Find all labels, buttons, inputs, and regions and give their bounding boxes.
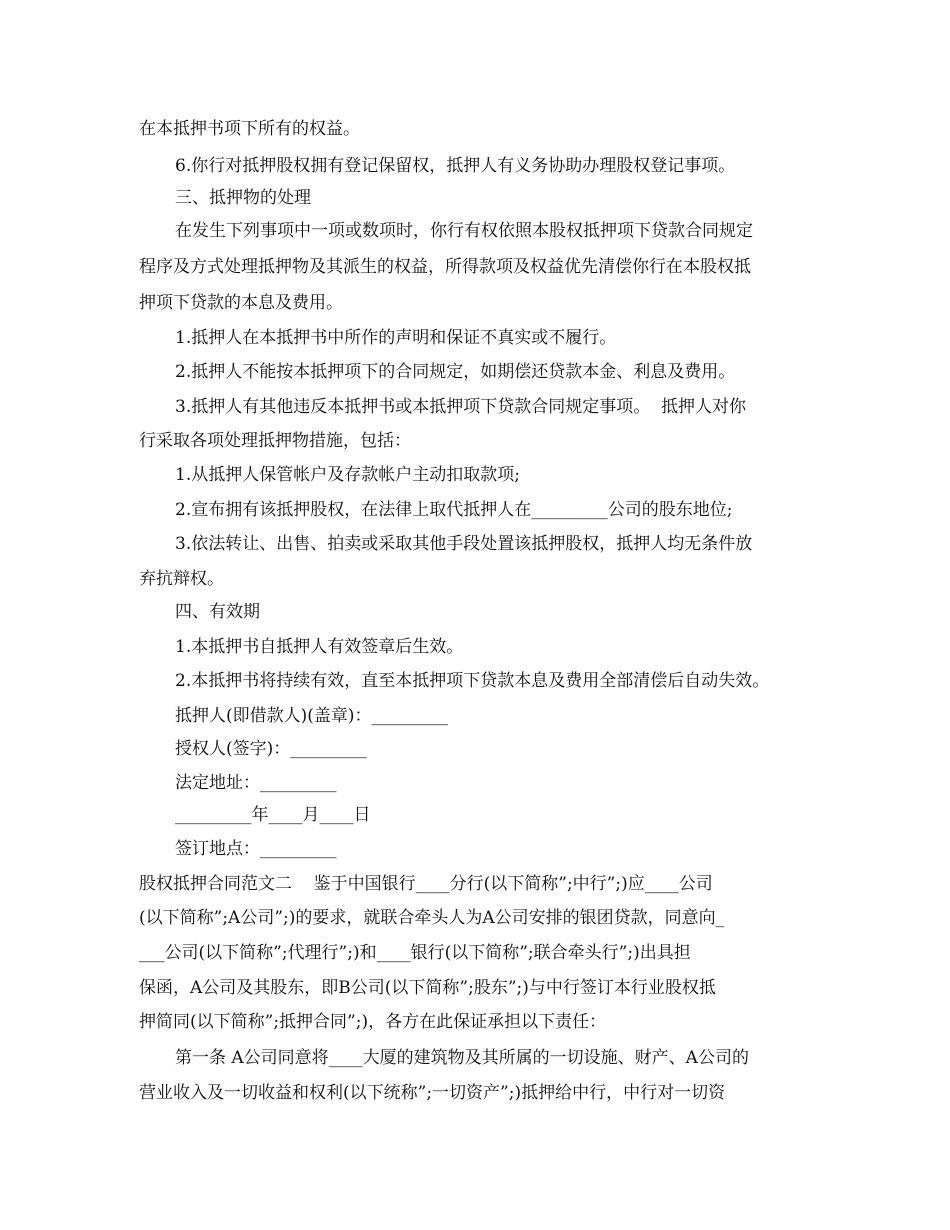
text-line: 保函，A公司及其股东，即B公司(以下简称”;股东”;)与中行签订本行业股权抵 [139,978,716,998]
text-line: ___公司(以下简称”;代理行”;)和____银行(以下简称”;联合牵头行”;)出具担 [139,943,691,963]
text-line: 1.本抵押书自抵押人有效签章后生效。 [175,637,464,657]
location-field: 签订地点：_________ [175,839,337,859]
text-line: 行采取各项处理抵押物措施，包括： [139,431,411,451]
text-line: 3.抵押人有其他违反本抵押书或本抵押项下贷款合同规定事项。 抵押人对你 [175,397,747,417]
text-line: 在本抵押书项下所有的权益。 [139,119,360,139]
text-line: 押项下贷款的本息及费用。 [139,293,343,313]
text-line: 2.抵押人不能按本抵押项下的合同规定，如期偿还贷款本金、利息及费用。 [175,362,736,382]
text-line: 弃抗辩权。 [139,569,224,589]
text-line: 在发生下列事项中一项或数项时，你行有权依照本股权抵押项下贷款合同规定 [175,221,753,241]
text-line: 营业收入及一切收益和权利(以下统称”;一切资产”;)抵押给中行，中行对一切资 [139,1083,726,1103]
text-line: 程序及方式处理抵押物及其派生的权益，所得款项及权益优先清偿你行在本股权抵 [139,257,751,277]
text-line: 6.你行对抵押股权拥有登记保留权，抵押人有义务协助办理股权登记事项。 [175,156,736,176]
text-line: 押简同(以下简称”;抵押合同”;)，各方在此保证承担以下责任： [139,1012,607,1032]
text-line: 2.宣布拥有该抵押股权，在法律上取代抵押人在_________公司的股东地位; [175,500,733,520]
address-field: 法定地址：_________ [175,773,337,793]
text-line: 1.抵押人在本抵押书中所作的声明和保证不真实或不履行。 [175,328,617,348]
text-line: 第一条 A公司同意将____大厦的建筑物及其所属的一切设施、财产、A公司的 [175,1048,749,1068]
text-line: (以下简称”;A公司”;)的要求，就联合牵头人为A公司安排的银团贷款，同意向_ [139,908,725,928]
signature-field: 抵押人(即借款人)(盖章)：_________ [175,706,449,726]
section-heading: 四、有效期 [175,602,260,622]
date-field: _________年____月____日 [175,805,371,825]
text-line: 1.从抵押人保管帐户及存款帐户主动扣取款项; [175,465,520,485]
signature-field: 授权人(签字)：_________ [175,739,367,759]
section-heading: 三、抵押物的处理 [175,188,311,208]
text-line: 3.依法转让、出售、拍卖或采取其他手段处置该抵押股权，抵押人均无条件放 [175,534,753,554]
text-line: 股权抵押合同范文二 鉴于中国银行____分行(以下简称”;中行”;)应____公司 [139,874,713,894]
text-line: 2.本抵押书将持续有效，直至本抵押项下贷款本息及费用全部清偿后自动失效。 [175,671,770,691]
